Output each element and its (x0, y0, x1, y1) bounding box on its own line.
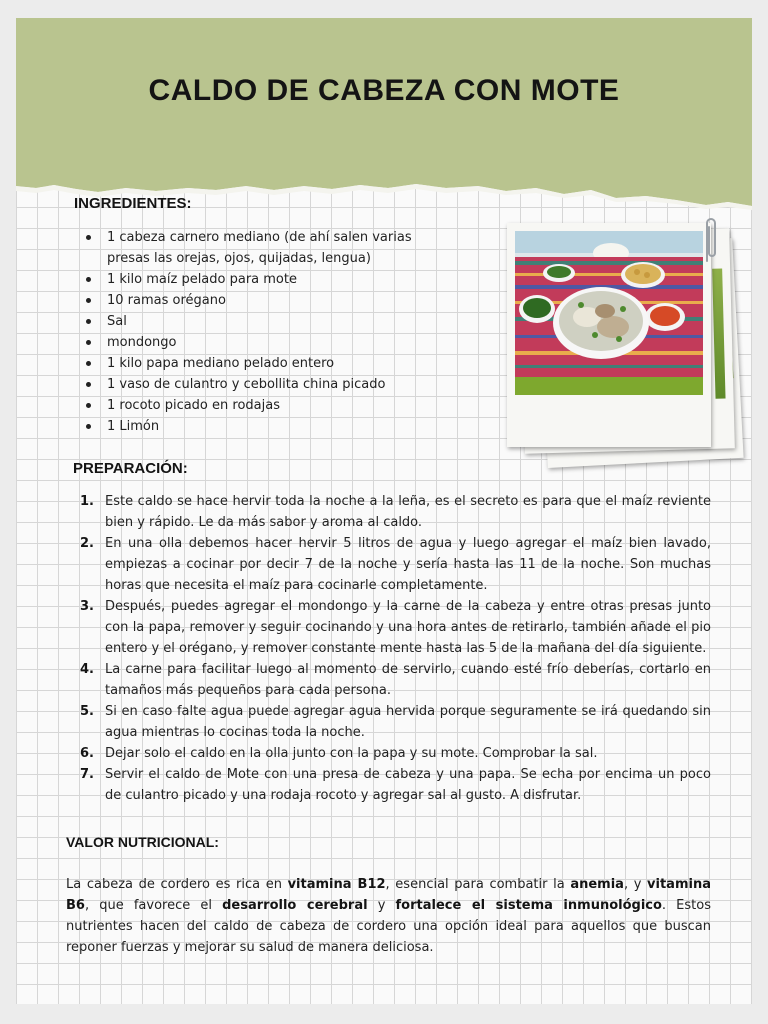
nutrition-text: . Estos nutrientes hacen del caldo de cabeza de cordero una opción ideal para aquellos que buscan reponer fuerzas y mejorar su salud de manera deliciosa. (66, 898, 711, 955)
step-number: 4. (80, 662, 94, 677)
step-text: En una olla debemos hacer hervir 5 litros de agua y luego agregar el maíz bien lavado, empiezas a cocinar por decir 7 de la noche y sería hasta las 11 de la noche. Son muchas horas que necesita el maíz para cocinarle completamente. (105, 536, 711, 593)
preparation-steps (80, 491, 711, 806)
step-number: 6. (80, 746, 94, 761)
step-item (80, 533, 711, 596)
step-text: Si en caso falte agua puede agregar agua hervida porque seguramente se irá quedando sin agua mientras lo cocinas toda la noche. (105, 704, 711, 740)
step-number: 2. (80, 536, 94, 551)
list-item: 10 ramas orégano (86, 290, 416, 311)
list-item: Sal (86, 311, 416, 332)
step-item (80, 743, 711, 764)
polaroid-photo-stack (504, 213, 744, 483)
list-item: 1 cabeza carnero mediano (de ahí salen varias presas las orejas, ojos, quijadas, lengua) (86, 227, 416, 269)
list-item: 1 vaso de culantro y cebollita china picado (86, 374, 416, 395)
step-number: 1. (80, 494, 94, 509)
step-number: 5. (80, 704, 94, 719)
nutrition-text: , esencial para combatir la (385, 877, 571, 892)
nutrition-highlight: anemia (570, 877, 624, 892)
step-item (80, 764, 711, 806)
photo-edge (712, 268, 725, 398)
nutrition-text: , y (623, 877, 648, 892)
nutrition-text: , que favorece el (84, 898, 223, 913)
step-item (80, 596, 711, 659)
step-text: La carne para facilitar luego al momento de servirlo, cuando esté frío deberías, cortarlo en tamaños más pequeños para cada persona. (105, 662, 711, 698)
step-text: Después, puedes agregar el mondongo y la carne de la cabeza y entre otras presas junto con la papa, remover y seguir cocinando y una hora antes de retirarlo, también añade el pio entero y el orégano, y remover constante mente hasta las 5 de la mañana del día siguiente. (105, 599, 711, 656)
step-number: 3. (80, 599, 94, 614)
ingredients-list (86, 227, 416, 437)
nutrition-highlight: desarrollo cerebral (222, 898, 368, 913)
nutrition-text: y (367, 898, 396, 913)
recipe-page (16, 18, 752, 1004)
soup-photo (515, 231, 703, 395)
paperclip-icon (702, 213, 718, 265)
preparation-heading: PREPARACIÓN: (73, 460, 188, 477)
nutrition-paragraph (66, 874, 711, 958)
step-item (80, 659, 711, 701)
torn-paper-banner (16, 18, 752, 218)
step-item (80, 701, 711, 743)
list-item: 1 rocoto picado en rodajas (86, 395, 416, 416)
nutrition-highlight: vitamina B12 (287, 877, 386, 892)
list-item: 1 Limón (86, 416, 416, 437)
nutrition-highlight: fortalece el sistema inmunológico (395, 898, 662, 913)
page-title: CALDO DE CABEZA CON MOTE (148, 74, 620, 107)
step-text: Servir el caldo de Mote con una presa de cabeza y una papa. Se echa por encima un poco de culantro picado y una rodaja rocoto y agregar sal al gusto. A disfrutar. (105, 767, 711, 803)
step-text: Dejar solo el caldo en la olla junto con la papa y su mote. Comprobar la sal. (105, 746, 598, 761)
nutrition-highlight: vitamina B6 (66, 877, 711, 913)
step-item (80, 491, 711, 533)
nutrition-heading: VALOR NUTRICIONAL: (66, 834, 219, 850)
list-item: 1 kilo maíz pelado para mote (86, 269, 416, 290)
ingredients-heading: INGREDIENTES: (74, 195, 192, 212)
polaroid-front-card (507, 223, 711, 447)
list-item: mondongo (86, 332, 416, 353)
step-number: 7. (80, 767, 94, 782)
nutrition-text: La cabeza de cordero es rica en (66, 877, 288, 892)
list-item: 1 kilo papa mediano pelado entero (86, 353, 416, 374)
step-text: Este caldo se hace hervir toda la noche a la leña, es el secreto es para que el maíz reviente bien y rápido. Le da más sabor y aroma al caldo. (105, 494, 711, 530)
